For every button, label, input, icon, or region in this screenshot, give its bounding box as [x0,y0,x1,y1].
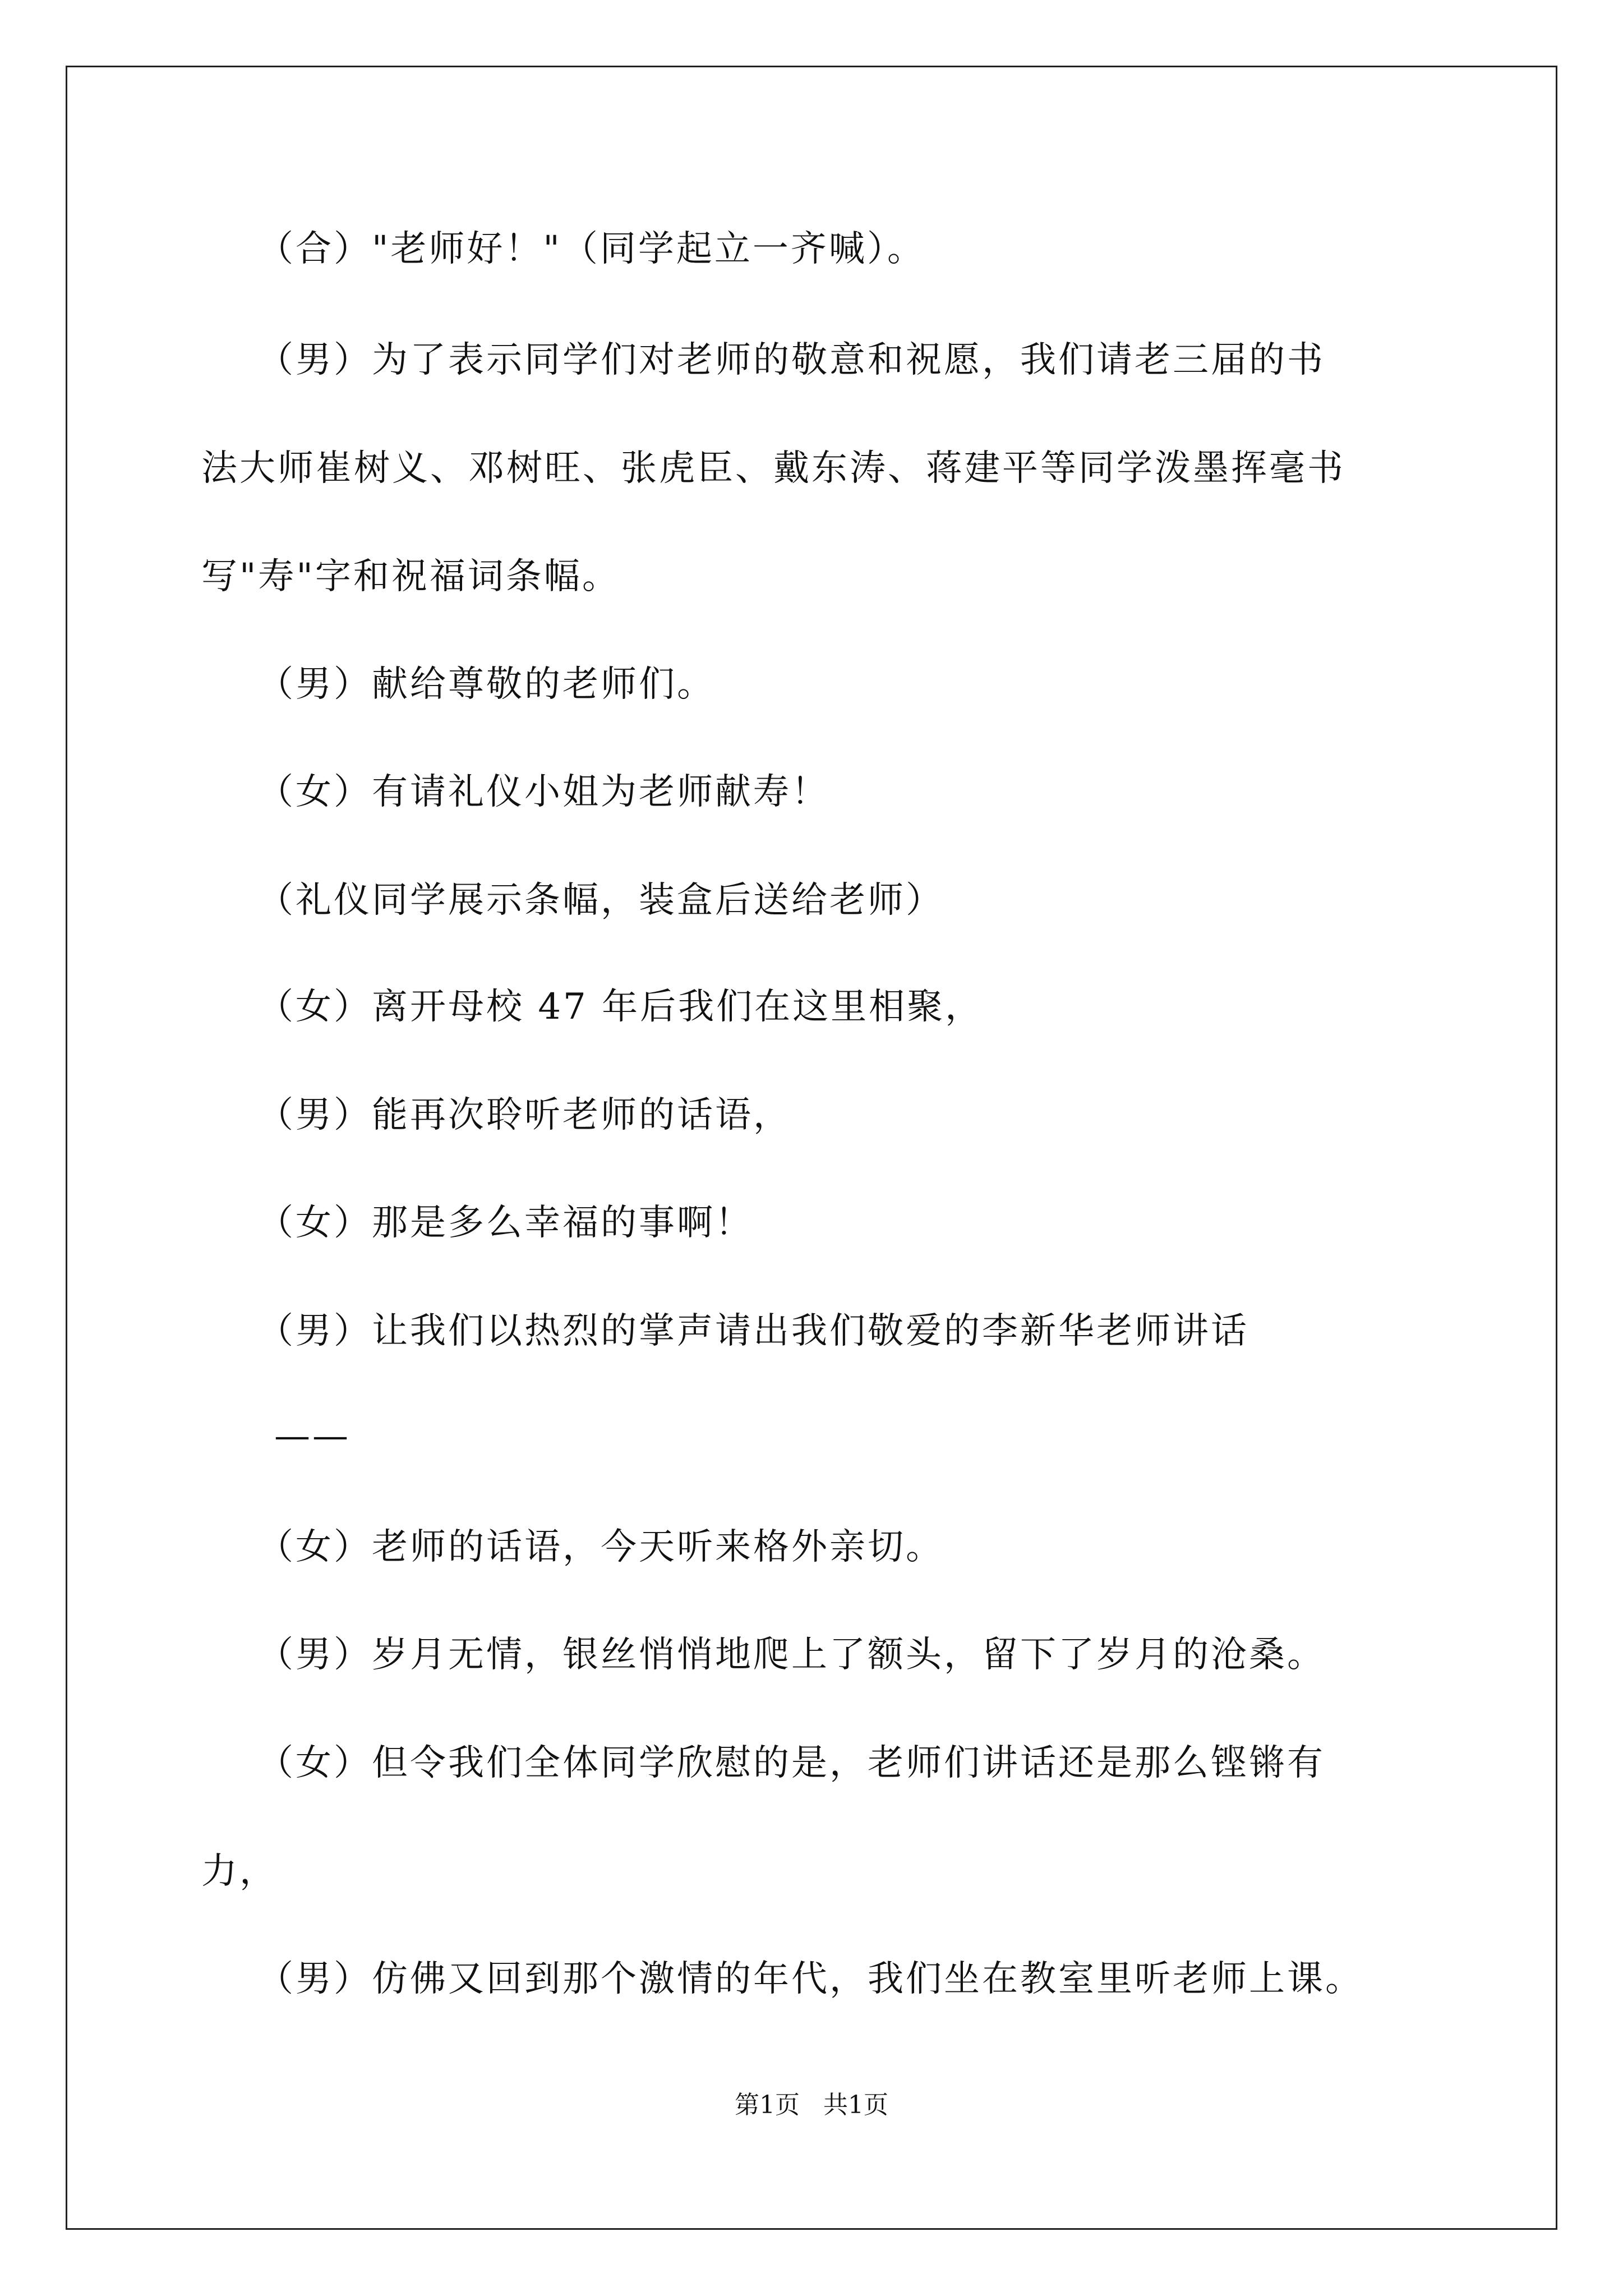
paragraph: （礼仪同学展示条幅，装盒后送给老师） [257,880,944,921]
paragraph: （男）为了表示同学们对老师的敬意和祝愿，我们请老三届的书 [257,339,1325,381]
paragraph: 法大师崔树义、邓树旺、张虎臣、戴东涛、蒋建平等同学泼墨挥毫书 [201,448,1345,489]
paragraph: （合）"老师好！"（同学起立一齐喊）。 [257,228,925,270]
paragraph: （男）岁月无情，银丝悄悄地爬上了额头，留下了岁月的沧桑。 [257,1634,1325,1676]
paragraph: 写"寿"字和祝福词条幅。 [201,556,620,597]
paragraph: （女）有请礼仪小姐为老师献寿！ [257,771,829,813]
paragraph: 力， [201,1851,278,1892]
page-footer: 第1页 共1页 [735,2091,888,2119]
paragraph: （男）能再次聆听老师的话语， [257,1094,791,1136]
paragraph: （男）让我们以热烈的掌声请出我们敬爱的李新华老师讲话 [257,1310,1249,1352]
paragraph: （女）但令我们全体同学欣慰的是，老师们讲话还是那么铿锵有 [257,1742,1325,1784]
paragraph: （男）仿佛又回到那个激情的年代，我们坐在教室里听老师上课。 [257,1958,1363,2000]
paragraph: （男）献给尊敬的老师们。 [257,664,715,705]
paragraph: （女）老师的话语，今天听来格外亲切。 [257,1526,944,1568]
paragraph: —— [274,1415,351,1457]
paragraph: （女）离开母校 47 年后我们在这里相聚， [257,986,984,1028]
paragraph: （女）那是多么幸福的事啊！ [257,1202,753,1244]
page-border [66,66,1557,2230]
